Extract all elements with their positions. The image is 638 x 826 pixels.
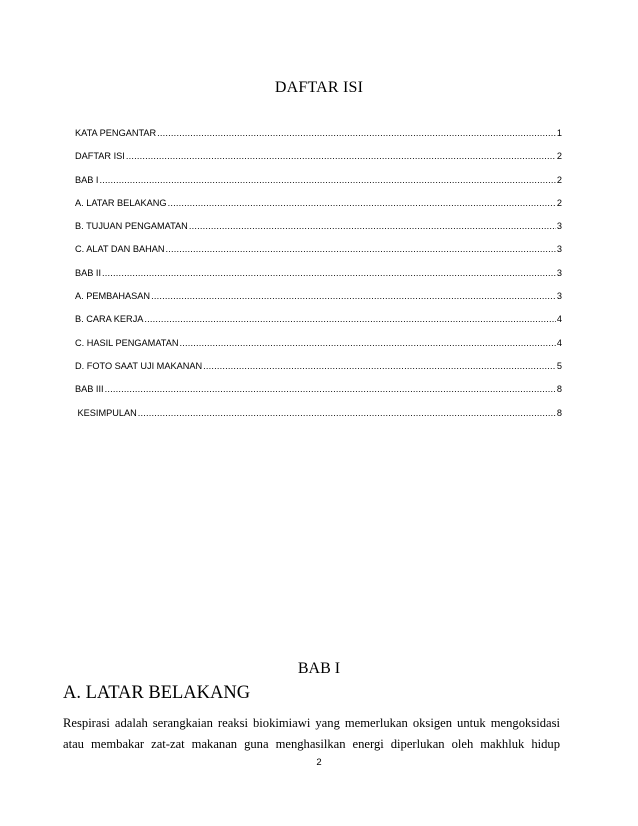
toc-entry[interactable] (75, 384, 562, 407)
toc-dot-leader (168, 198, 556, 208)
toc-entry-page: 2 (556, 151, 562, 162)
toc-entry[interactable] (75, 151, 562, 174)
toc-entry-label: DAFTAR ISI (75, 151, 125, 162)
toc-entry-page: 4 (556, 337, 562, 348)
toc-entry[interactable] (75, 338, 562, 361)
toc-dot-leader (157, 128, 556, 138)
toc-entry[interactable] (75, 408, 562, 431)
toc-entry-label: B. CARA KERJA (75, 314, 144, 325)
toc-entry[interactable] (75, 198, 562, 221)
body-paragraph: Respirasi adalah serangkaian reaksi biokimiawi yang memerlukan oksigen untuk mengoksidasi atau membakar zat-zat makanan guna menghasilkan energi diperlukan oleh makhluk hidup (63, 716, 560, 751)
toc-entry[interactable] (75, 291, 562, 314)
toc-entry-page: 2 (556, 197, 562, 208)
toc-entry-page: 3 (556, 267, 562, 278)
toc-entry-page: 3 (556, 221, 562, 232)
toc-entry-label: A. PEMBAHASAN (75, 291, 151, 302)
toc-entry[interactable] (75, 128, 562, 151)
toc-entry-label: C. ALAT DAN BAHAN (75, 244, 165, 255)
toc-entry[interactable] (75, 268, 562, 291)
toc-entry-label: A. LATAR BELAKANG (75, 197, 167, 208)
toc-entry-page: 3 (556, 291, 562, 302)
toc-entry-page: 8 (556, 407, 562, 418)
toc-entry-page: 3 (556, 244, 562, 255)
toc-entry[interactable] (75, 361, 562, 384)
toc-dot-leader (166, 244, 556, 254)
toc-entry-label: C. HASIL PENGAMATAN (75, 337, 179, 348)
toc-entry-label: BAB I (75, 174, 99, 185)
toc-dot-leader (100, 175, 556, 185)
toc-entry-label: BAB II (75, 267, 102, 278)
toc-entry-label: BAB III (75, 384, 104, 395)
toc-title: DAFTAR ISI (274, 79, 364, 96)
toc-entry-label: KESIMPULAN (75, 407, 137, 418)
toc-dot-leader (126, 151, 556, 161)
toc-entry[interactable] (75, 221, 562, 244)
section-heading: A. LATAR BELAKANG (63, 683, 251, 703)
toc-dot-leader (179, 338, 555, 348)
toc-dot-leader (203, 361, 556, 371)
toc-entry-label: B. TUJUAN PENGAMATAN (75, 221, 188, 232)
toc-entry-label: D. FOTO SAAT UJI MAKANAN (75, 360, 203, 371)
toc-entry-page: 5 (556, 360, 562, 371)
toc-entry-page: 4 (556, 314, 562, 325)
page-number: 2 (316, 757, 322, 768)
table-of-contents (75, 128, 562, 431)
toc-entry-page: 2 (556, 174, 562, 185)
toc-entry-label: KATA PENGANTAR (75, 128, 157, 138)
toc-entry-page: 8 (556, 384, 562, 395)
toc-entry[interactable] (75, 314, 562, 337)
toc-dot-leader (105, 384, 556, 394)
toc-dot-leader (189, 221, 556, 231)
toc-entry-page: 1 (556, 128, 562, 138)
toc-dot-leader (151, 291, 556, 301)
toc-dot-leader (144, 314, 555, 324)
toc-dot-leader (138, 408, 556, 418)
toc-entry[interactable] (75, 175, 562, 198)
toc-entry[interactable] (75, 244, 562, 267)
toc-dot-leader (102, 268, 556, 278)
chapter-heading: BAB I (297, 660, 341, 677)
